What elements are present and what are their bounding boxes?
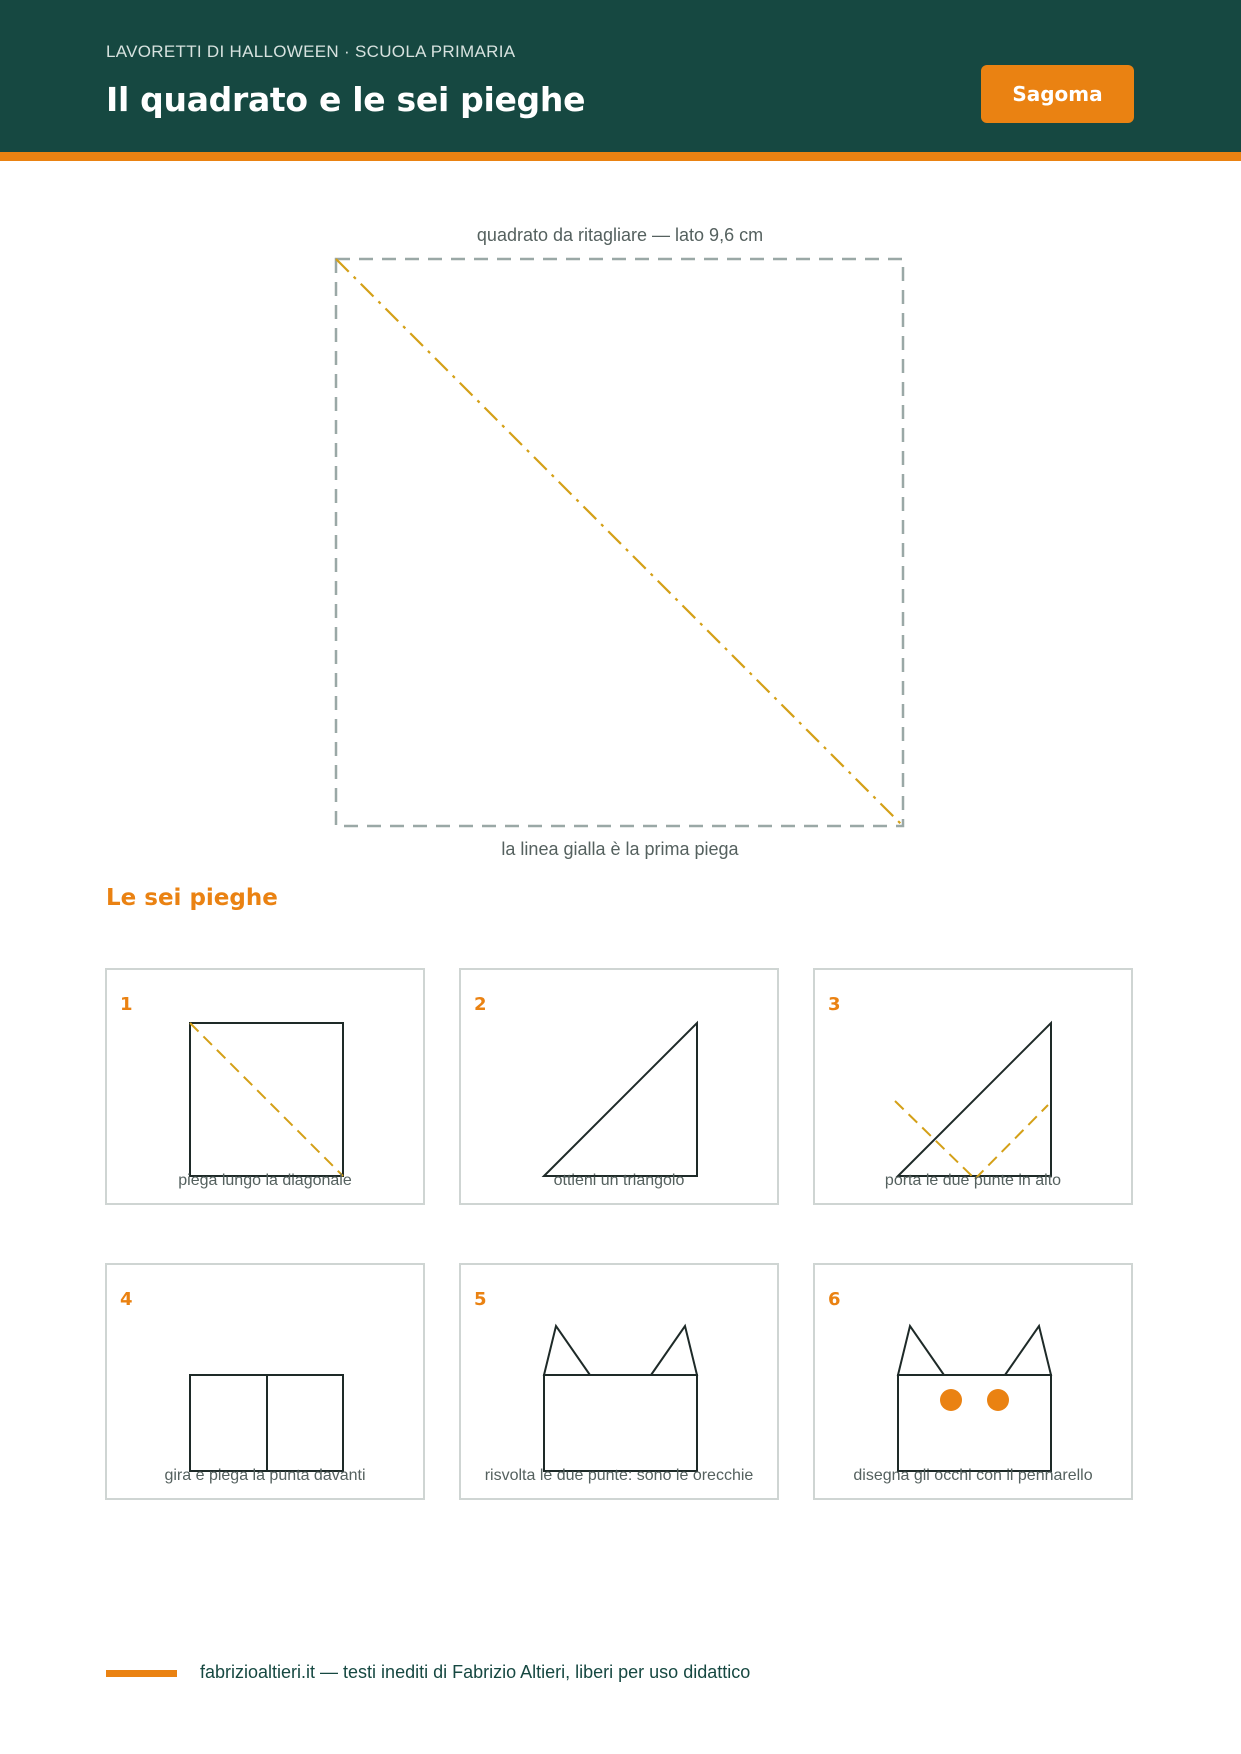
header-kicker: LAVORETTI DI HALLOWEEN · SCUOLA PRIMARIA [106, 42, 516, 61]
footer-credit: fabrizioaltieri.it — testi inediti di Fabrizio Altieri, liberi per uso didattico [200, 1662, 751, 1682]
step-label: disegna gli occhi con il pennarello [853, 1467, 1093, 1484]
template-caption-top: quadrato da ritagliare — lato 9,6 cm [476, 225, 764, 245]
cut-out-square-template [330, 253, 910, 833]
sagoma-button[interactable]: Sagoma [981, 65, 1134, 123]
step-card-5 [459, 1263, 779, 1500]
step-label: gira e piega la punta davanti [164, 1467, 366, 1484]
step-number: 1 [120, 994, 133, 1015]
page-title: Il quadrato e le sei pieghe [106, 80, 586, 119]
step-label: ottieni un triangolo [553, 1172, 685, 1189]
footer-accent-bar [106, 1670, 177, 1677]
steps-section-title: Le sei pieghe [106, 885, 278, 911]
step-number: 6 [828, 1289, 841, 1310]
first-fold-line [336, 259, 903, 826]
page-header [0, 0, 1241, 152]
step-label: piega lungo la diagonale [178, 1172, 352, 1189]
step-number: 5 [474, 1289, 487, 1310]
step-card-1 [105, 968, 425, 1205]
step-label: porta le due punte in alto [884, 1172, 1062, 1189]
template-caption-bottom: la linea gialla è la prima piega [501, 839, 739, 859]
step-number: 4 [120, 1289, 133, 1310]
step-card-4 [105, 1263, 425, 1500]
step-number: 2 [474, 994, 487, 1015]
step-card-3 [813, 968, 1133, 1205]
header-accent-stripe [0, 152, 1241, 161]
step-card-6 [813, 1263, 1133, 1500]
step-card-2 [459, 968, 779, 1205]
step-number: 3 [828, 994, 841, 1015]
step-label: risvolta le due punte: sono le orecchie [484, 1467, 754, 1484]
